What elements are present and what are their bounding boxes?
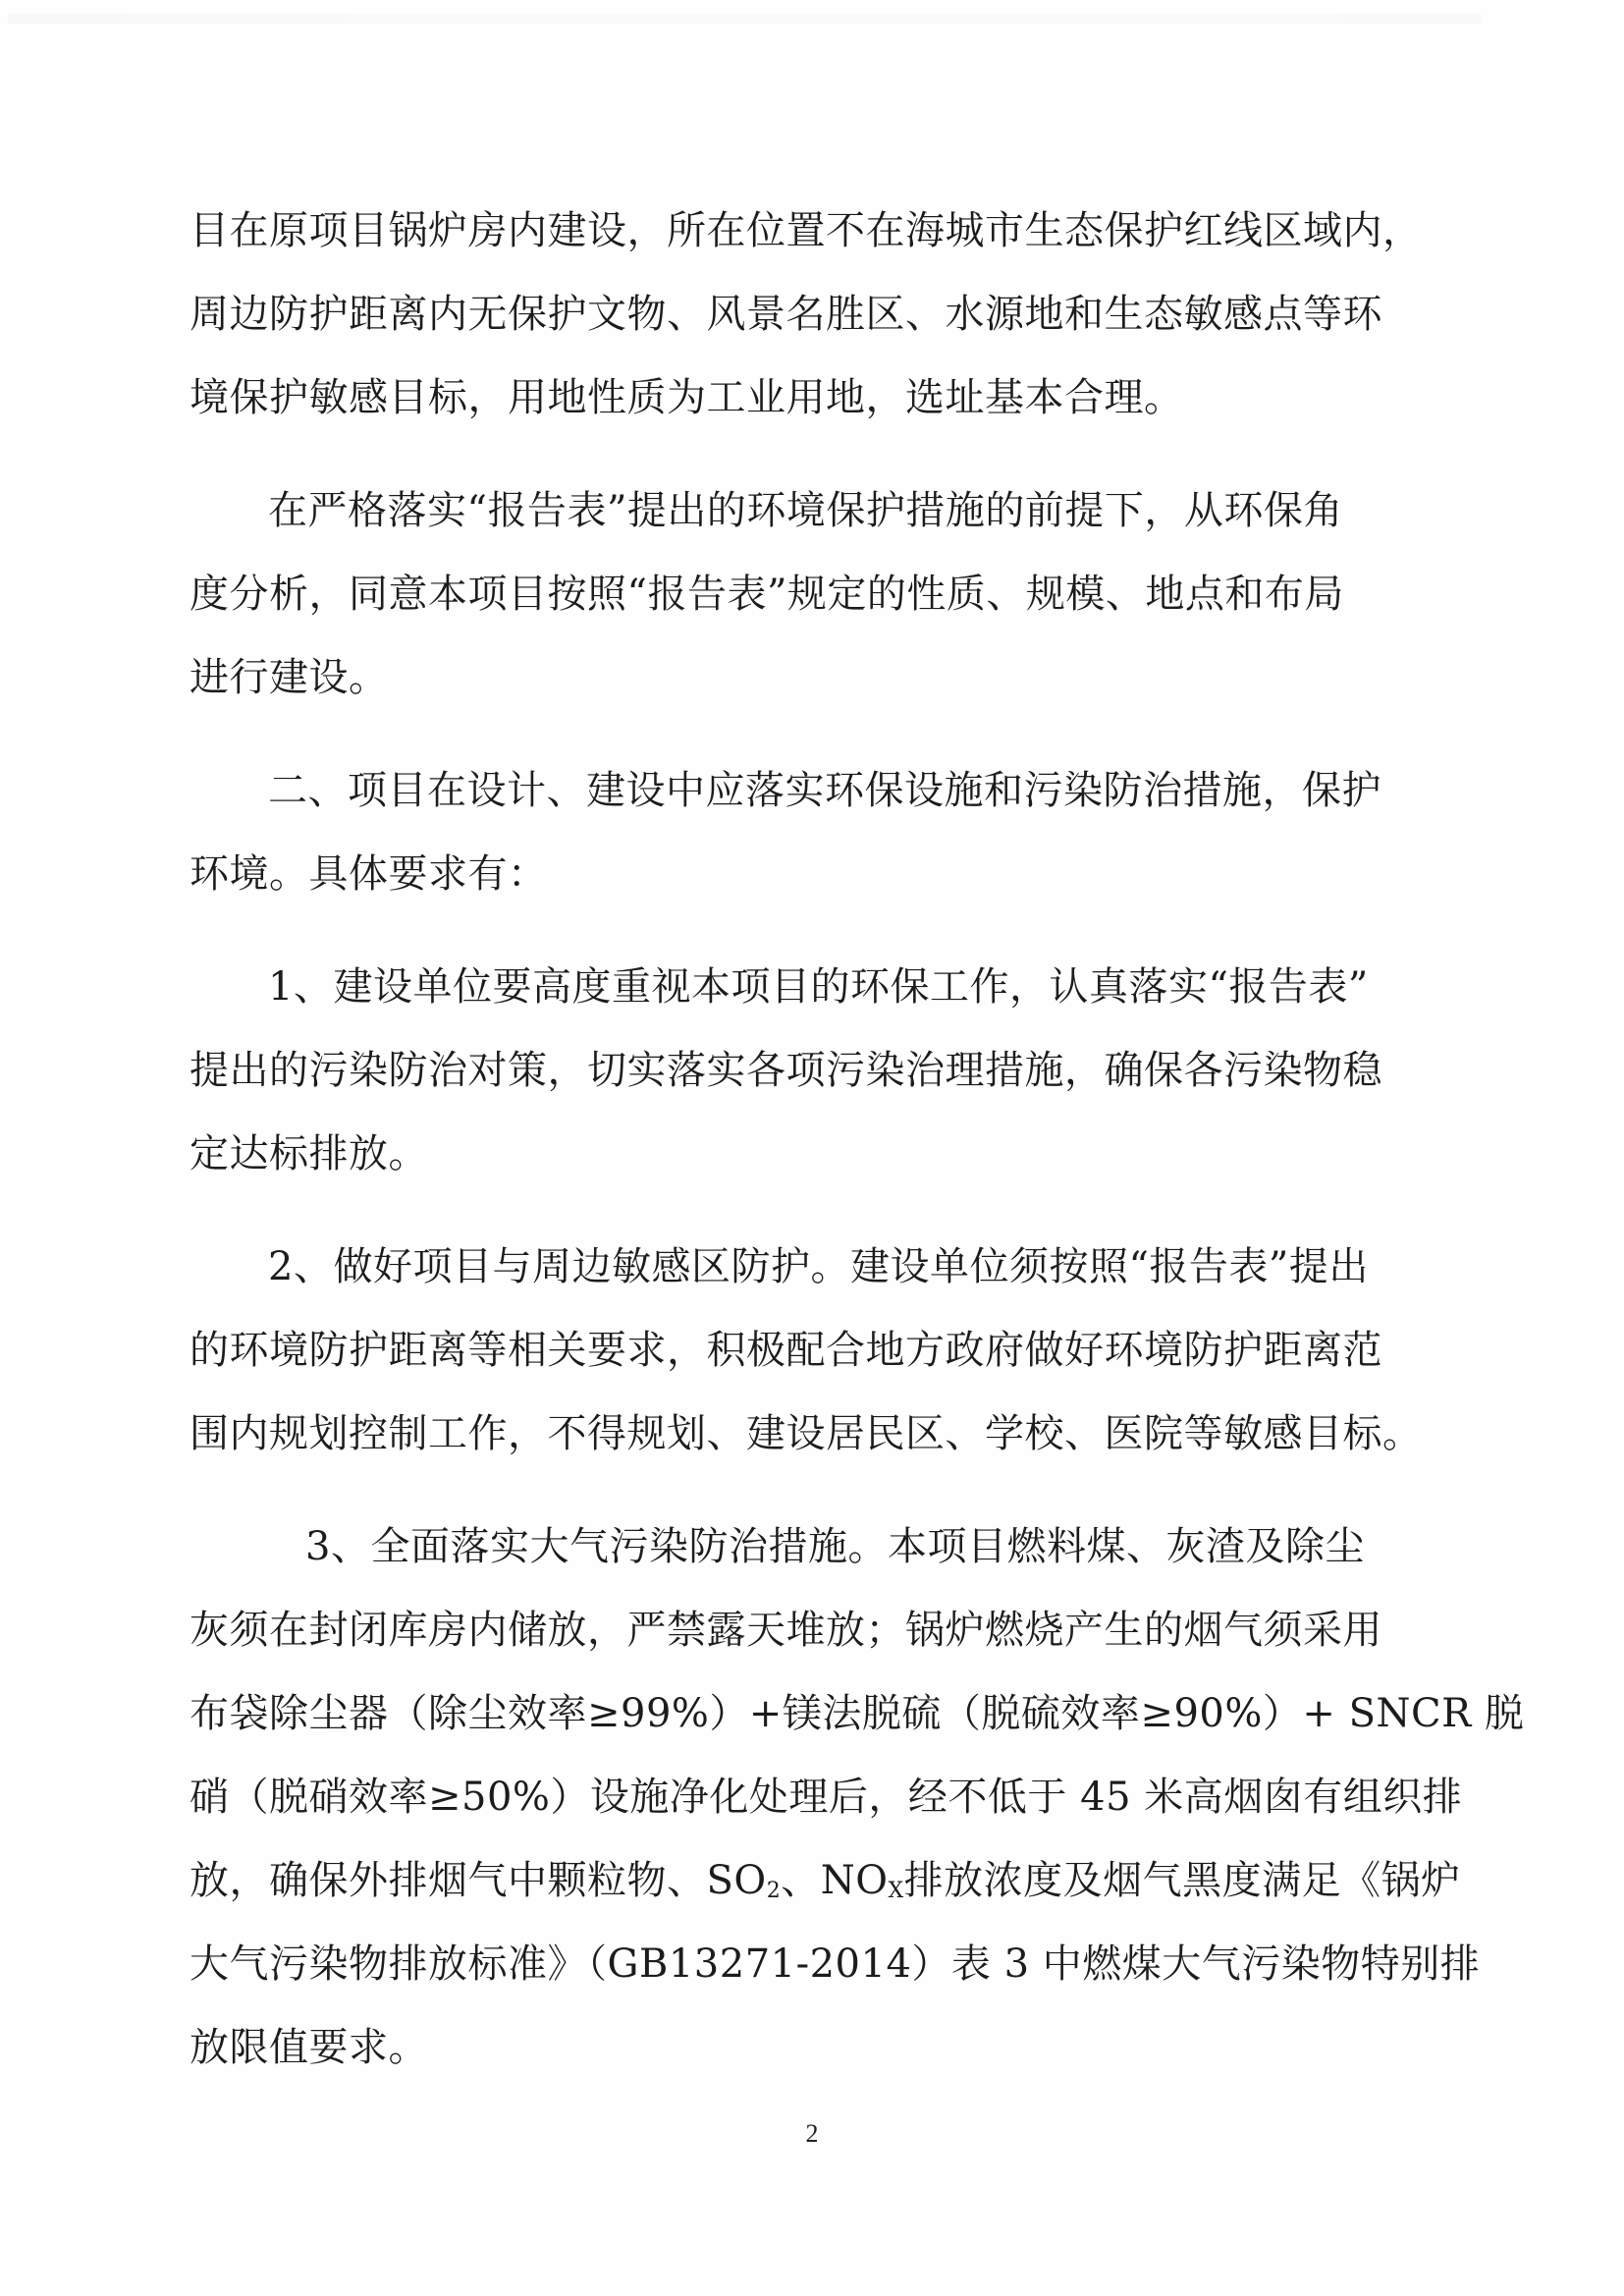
scan-header-bleed <box>8 14 1481 24</box>
text-segment: 放，确保外排烟气中颗粒物、SO <box>189 1858 767 1903</box>
paragraph-gap <box>189 1483 1456 1512</box>
paragraph-item-2 <box>189 1232 1456 1483</box>
page-number: 2 <box>805 2119 819 2148</box>
paragraph-gap <box>189 1203 1456 1232</box>
text-line: 进行建设。 <box>189 655 389 700</box>
text-line: 的环境防护距离等相关要求，积极配合地方政府做好环境防护距离范 <box>189 1328 1382 1373</box>
text-line: 2、做好项目与周边敏感区防护。建设单位须按照“报告表”提出 <box>268 1244 1369 1289</box>
subscript: X <box>888 1879 904 1903</box>
paragraph-gap <box>189 727 1456 756</box>
text-line: 定达标排放。 <box>189 1131 428 1176</box>
text-line: 目在原项目锅炉房内建设，所在位置不在海城市生态保护红线区域内， <box>189 208 1423 253</box>
text-line: 在严格落实“报告表”提出的环境保护措施的前提下，从环保角 <box>268 488 1343 533</box>
text-line: 境保护敏感目标，用地性质为工业用地，选址基本合理。 <box>189 375 1184 420</box>
text-line: 环境。具体要求有： <box>189 851 548 897</box>
text-line: 布袋除尘器（除尘效率≥99%）+镁法脱硫（脱硫效率≥90%）+ SNCR 脱 <box>189 1691 1525 1736</box>
text-line: 灰须在封闭库房内储放，严禁露天堆放；锅炉燃烧产生的烟气须采用 <box>189 1608 1382 1653</box>
text-segment: 排放浓度及烟气黑度满足《锅炉 <box>903 1858 1461 1903</box>
subscript: 2 <box>766 1879 782 1903</box>
text-line: 围内规划控制工作，不得规划、建设居民区、学校、医院等敏感目标。 <box>189 1411 1423 1456</box>
text-line: 周边防护距离内无保护文物、风景名胜区、水源地和生态敏感点等环 <box>189 292 1382 337</box>
paragraph-gap <box>189 923 1456 953</box>
paragraph-site-selection <box>189 196 1456 447</box>
paragraph-section-2 <box>189 756 1456 923</box>
text-line-with-subscripts <box>189 1846 1461 1930</box>
text-line: 大气污染物排放标准》（GB13271-2014）表 3 中燃煤大气污染物特别排 <box>189 1941 1481 1987</box>
paragraph-item-1 <box>189 953 1456 1203</box>
text-line: 度分析，同意本项目按照“报告表”规定的性质、规模、地点和布局 <box>189 572 1344 617</box>
text-line: 硝（脱硝效率≥50%）设施净化处理后，经不低于 45 米高烟囱有组织排 <box>189 1775 1463 1820</box>
text-line: 1、建设单位要高度重视本项目的环保工作，认真落实“报告表” <box>268 964 1369 1010</box>
paragraph-approval <box>189 476 1456 727</box>
text-line: 3、全面落实大气污染防治措施。本项目燃料煤、灰渣及除尘 <box>305 1524 1365 1569</box>
text-line: 提出的污染防治对策，切实落实各项污染治理措施，确保各污染物稳 <box>189 1048 1382 1093</box>
paragraph-item-3 <box>189 1512 1525 2097</box>
document-body <box>189 196 1525 2097</box>
text-segment: 、NO <box>781 1858 889 1903</box>
text-line: 放限值要求。 <box>189 2025 428 2070</box>
paragraph-gap <box>189 447 1456 476</box>
text-line: 二、项目在设计、建设中应落实环保设施和污染防治措施，保护 <box>268 768 1381 813</box>
